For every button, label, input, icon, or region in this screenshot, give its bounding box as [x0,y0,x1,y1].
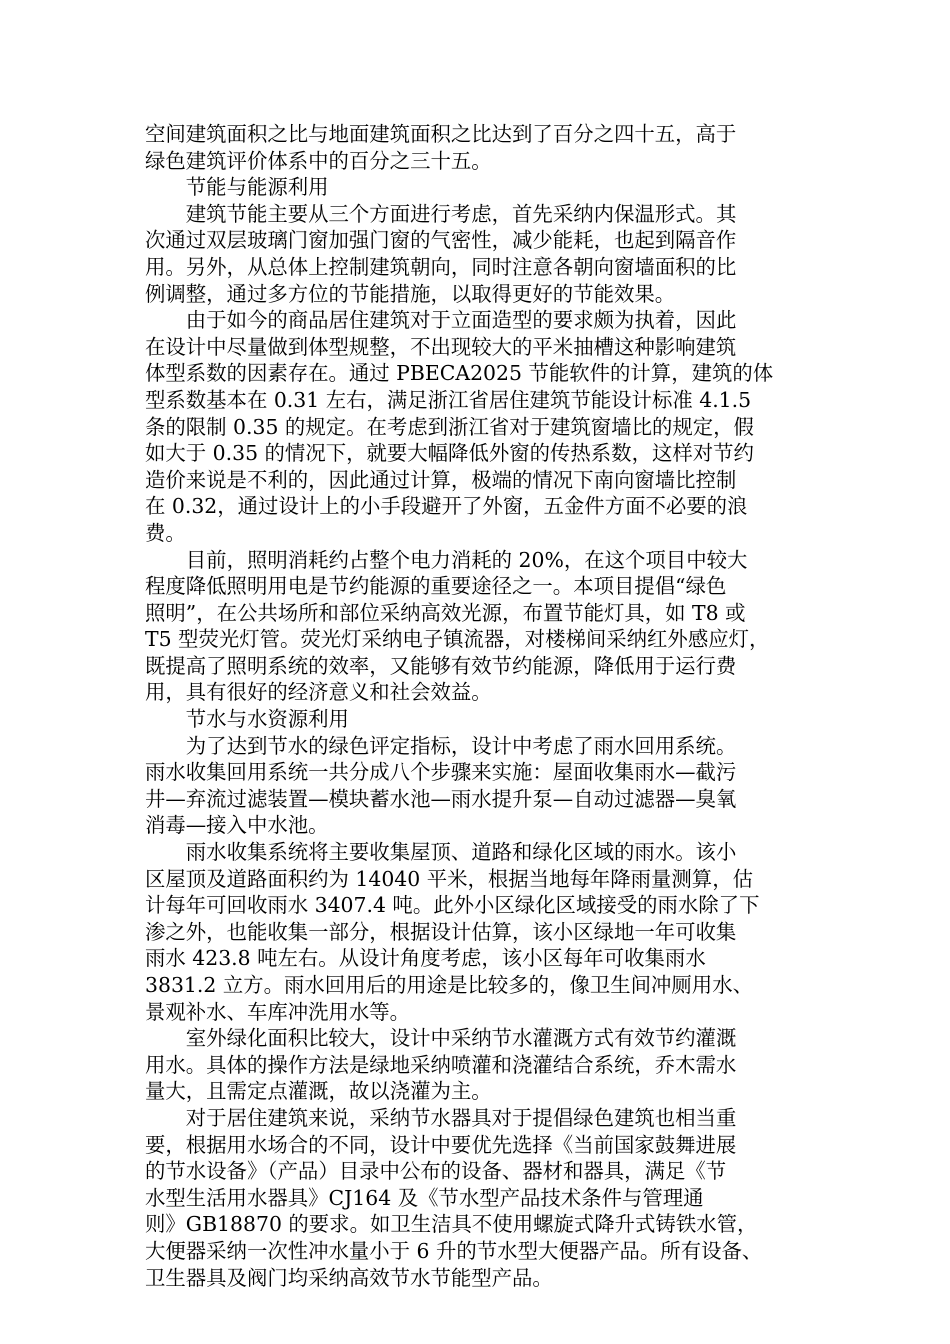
document-body [145,121,805,1291]
paragraph-intro-continuation: 空间建筑面积之比与地面建筑面积之比达到了百分之四十五，高于 绿色建筑评价体系中的百分之三十五。 [145,122,737,173]
section-heading-energy: 节能与能源利用 [185,175,329,200]
paragraph-energy-overview: 建筑节能主要从三个方面进行考虑，首先采纳内保温形式。其 次通过双层玻璃门窗加强门窗的气密性，减少能耗，也起到隔音作 用。另外，从总体上控制建筑朝向，同时注意各朝向窗墙面积的比 例调整，通过多方位的节能措施，以取得更好的节能效果。 [145,201,737,306]
paragraph-rainwater-collection: 雨水收集系统将主要收集屋顶、道路和绿化区域的雨水。该小 区屋顶及道路面积约为 14040 平米，根据当地每年降雨量测算，估 计每年可回收雨水 3407.4 吨。此外小区绿化区域接受的雨水除了下 渗之外，也能收集一部分，根据设计估算，该小区绿地一年可收集 雨水 423.8 吨左右。从设计角度考虑，该小区每年可收集雨水 3831.2 立方。雨水回用后的用途是比较多的，像卫生间冲厕用水、 景观补水、车库冲洗用水等。 [145,840,760,1024]
paragraph-lighting: 目前，照明消耗约占整个电力消耗的 20%，在这个项目中较大 程度降低照明用电是节约能源的重要途径之一。本项目提倡“绿色 照明”，在公共场所和部位采纳高效光源，布置节能灯具，如 T8 或 T5 型荧光灯管。荧光灯采纳电子镇流器，对楼梯间采纳红外感应灯， 既提高了照明系统的效率，又能够有效节约能源，降低用于运行费 用，具有很好的经济意义和社会效益。 [145,547,770,705]
paragraph-rainwater-system: 为了达到节水的绿色评定指标，设计中考虑了雨水回用系统。 雨水收集回用系统一共分成八个步骤来实施：屋面收集雨水—截污 井—弃流过滤装置—模块蓄水池—雨水提升泵—自动过滤器—臭氧 消毒—接入中水池。 [145,733,737,838]
paragraph-shape-coefficient: 由于如今的商品居住建筑对于立面造型的要求颇为执着，因此 在设计中尽量做到体型规整，不出现较大的平米抽槽这种影响建筑 体型系数的因素存在。通过 PBECA2025 节能软件的计算，建筑的体 型系数基本在 0.31 左右，满足浙江省居住建筑节能设计标准 4.1.5 条的限制 0.35 的规定。在考虑到浙江省对于建筑窗墙比的规定，假 如大于 0.35 的情况下，就要大幅降低外窗的传热系数，这样对节约 造价来说是不利的，因此通过计算，极端的情况下南向窗墙比控制 在 0.32，通过设计上的小手段避开了外窗，五金件方面不必要的浪 费。 [145,308,774,545]
paragraph-water-fixtures: 对于居住建筑来说，采纳节水器具对于提倡绿色建筑也相当重 要，根据用水场合的不同，设计中要优先选择《当前国家鼓舞进展 的节水设备》（产品）目录中公布的设备、器材和器具，满足《节 水型生活用水器具》CJ164 及《节水型产品技术条件与管理通 则》GB18870 的要求。如卫生洁具不使用螺旋式降升式铸铁水管， 大便器采纳一次性冲水量小于 6 升的节水型大便器产品。所有设备、 卫生器具及阀门均采纳高效节水节能型产品。 [145,1105,763,1290]
paragraph-irrigation: 室外绿化面积比较大，设计中采纳节水灌溉方式有效节约灌溉 用水。具体的操作方法是绿地采纳喷灌和浇灌结合系统，乔木需水 量大，且需定点灌溉，故以浇灌为主。 [145,1026,737,1104]
section-heading-water: 节水与水资源利用 [185,707,349,732]
